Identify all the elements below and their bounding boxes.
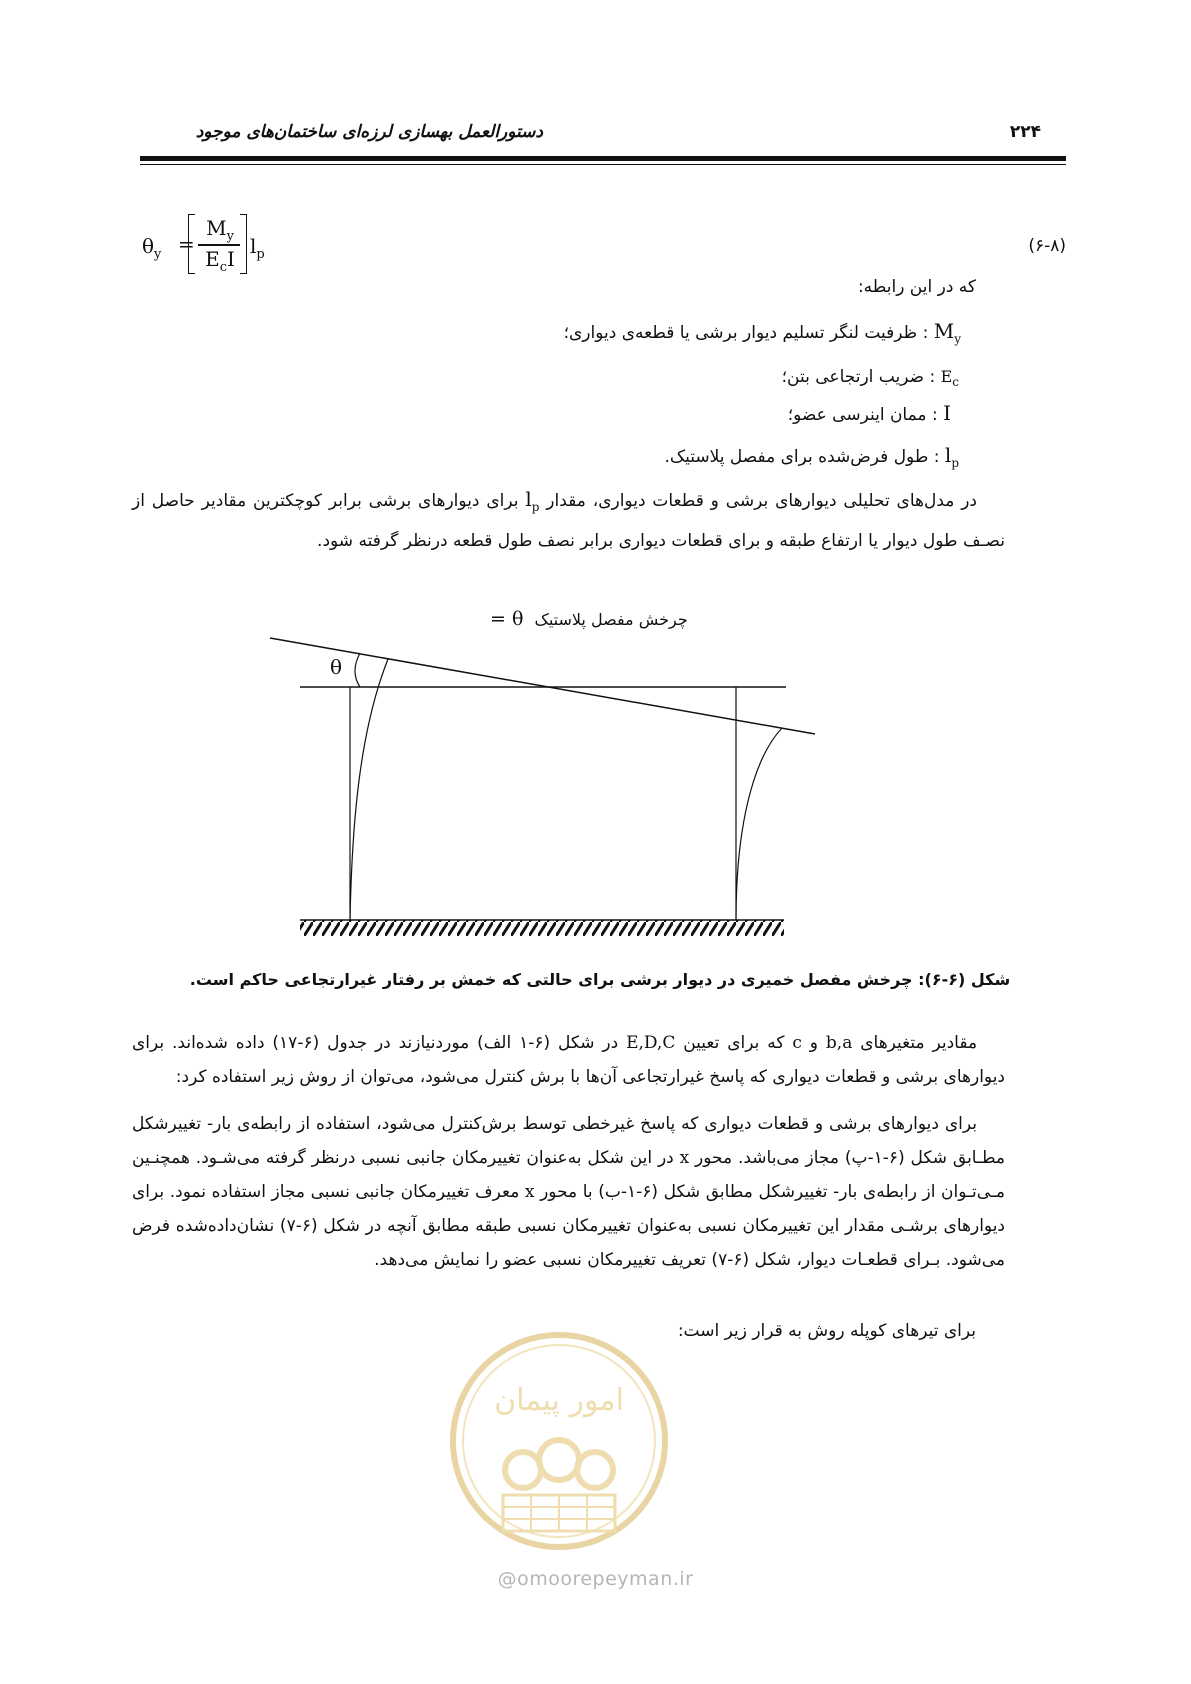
formula-6-8	[142, 210, 302, 280]
formula-bracket-right	[240, 214, 247, 274]
formula-bracket-left	[188, 214, 195, 274]
beam-rotated	[270, 638, 815, 734]
symbol-my: $M_y$	[933, 319, 961, 346]
definitions-intro: که در این رابطه:	[857, 277, 976, 297]
page-number: ۲۲۴	[1009, 122, 1041, 142]
at-icon: @	[497, 1568, 518, 1590]
right-column-deflected	[736, 728, 782, 920]
paragraph-variables: مقادیر متغیرهای b,a و c که برای تعیین E,D,C در شکل (۶-۱ الف) موردنیازند در جدول (۶-۱۷) داده شده‌اند. برای دیوارهای برشی و قطعات دیواری که پاسخ غیرارتجاعی آن‌ها با برش کنترل می‌شود، می‌توان از روش زیر استفاده کرد:	[132, 1033, 1005, 1087]
symbol-lp-inline: $l_p$	[525, 487, 540, 514]
equation-number: (۶-۸)	[1028, 236, 1066, 256]
symbol-lp: $l_p$	[944, 443, 959, 470]
ground-hatch	[300, 920, 784, 936]
figure-caption: شکل (۶-۶): چرخش مفصل خمیری در دیوار برشی برای حالتی که خمش بر رفتار غیرارتجاعی حاکم است.	[189, 970, 1011, 989]
formula-numerator: $M_y$	[206, 216, 234, 244]
running-header-title: دستورالعمل بهسازی لرزه‌ای ساختمان‌های موجود	[195, 122, 543, 142]
definition-my: $M_y$ : ظرفیت لنگر تسلیم دیوار برشی یا قطعه‌ی دیواری؛	[563, 319, 961, 346]
svg-text:امور پیمان: امور پیمان	[494, 1383, 624, 1418]
formula-rhs: $l_p$	[250, 234, 265, 262]
theta-label: θ	[330, 655, 343, 679]
symbol-ec: $E_c$	[940, 367, 959, 390]
watermark-url: @omoorepeyman.ir	[497, 1568, 694, 1590]
watermark-logo	[448, 1330, 670, 1552]
formula-fraction-bar	[198, 244, 240, 246]
formula-lhs: $\theta_y$	[142, 234, 162, 262]
theta-arc	[355, 653, 360, 687]
definition-lp: $l_p$ : طول فرض‌شده برای مفصل پلاستیک.	[664, 443, 959, 470]
definition-i: I : ممان اینرسی عضو؛	[787, 401, 951, 425]
paragraph-coupling-beams: برای تیرهای کوپله روش به قرار زیر است:	[677, 1321, 976, 1341]
paragraph-shear-controlled: برای دیوارهای برشی و قطعات دیواری که پاسخ غیرخطی توسط برش‌کنترل می‌شود، استفاده از رابطه‌ی بار- تغییرشکل مطـابق شکل (۶-۱-پ) مجاز می‌باشد. محور x در این شکل به‌عنوان تغییرمکان جانبی نسبی درنظر گرفته می‌شـود. همچنـین مـی‌تـوان از رابطه‌ی بار- تغییرشکل مطابق شکل (۶-۱-ب) با محور x معرف تغییرمکان جانبی نسبی مجاز استفاده نمود. برای دیوارهای برشـی مقدار این تغییرمکان نسبی به‌عنوان تغییرمکان نسبی طبقه مطابق آنچه در شکل (۶-۷) نشان‌داده‌شده فرض می‌شود. بـرای قطعـات دیوار، شکل (۶-۷) تعریف تغییرمکان نسبی عضو را نمایش می‌دهد.	[132, 1114, 1006, 1270]
header-rule-thin	[140, 164, 1066, 165]
paragraph-hinge-length: در مدل‌های تحلیلی دیوارهای برشی و قطعات دیواری، مقدار $l_p$ برای دیوارهای برشی برابر کوچکترین مقادیر حاصل از نصـف طول دیوار یا ارتفاع طبقه و برای قطعات دیواری برابر نصف طول قطعه درنظر گرفته شود.	[132, 487, 1005, 551]
definition-ec: $E_c$ : ضریب ارتجاعی بتن؛	[781, 367, 959, 390]
formula-denominator: $E_cI$	[205, 247, 235, 275]
header-rule-thick	[140, 156, 1066, 161]
figure-label: = θ چرخش مفصل پلاستیک	[490, 608, 688, 630]
formula-equals: =	[178, 232, 195, 256]
plastic-hinge-figure	[250, 600, 830, 950]
symbol-i: I	[943, 401, 951, 425]
left-column-deflected	[350, 659, 388, 920]
